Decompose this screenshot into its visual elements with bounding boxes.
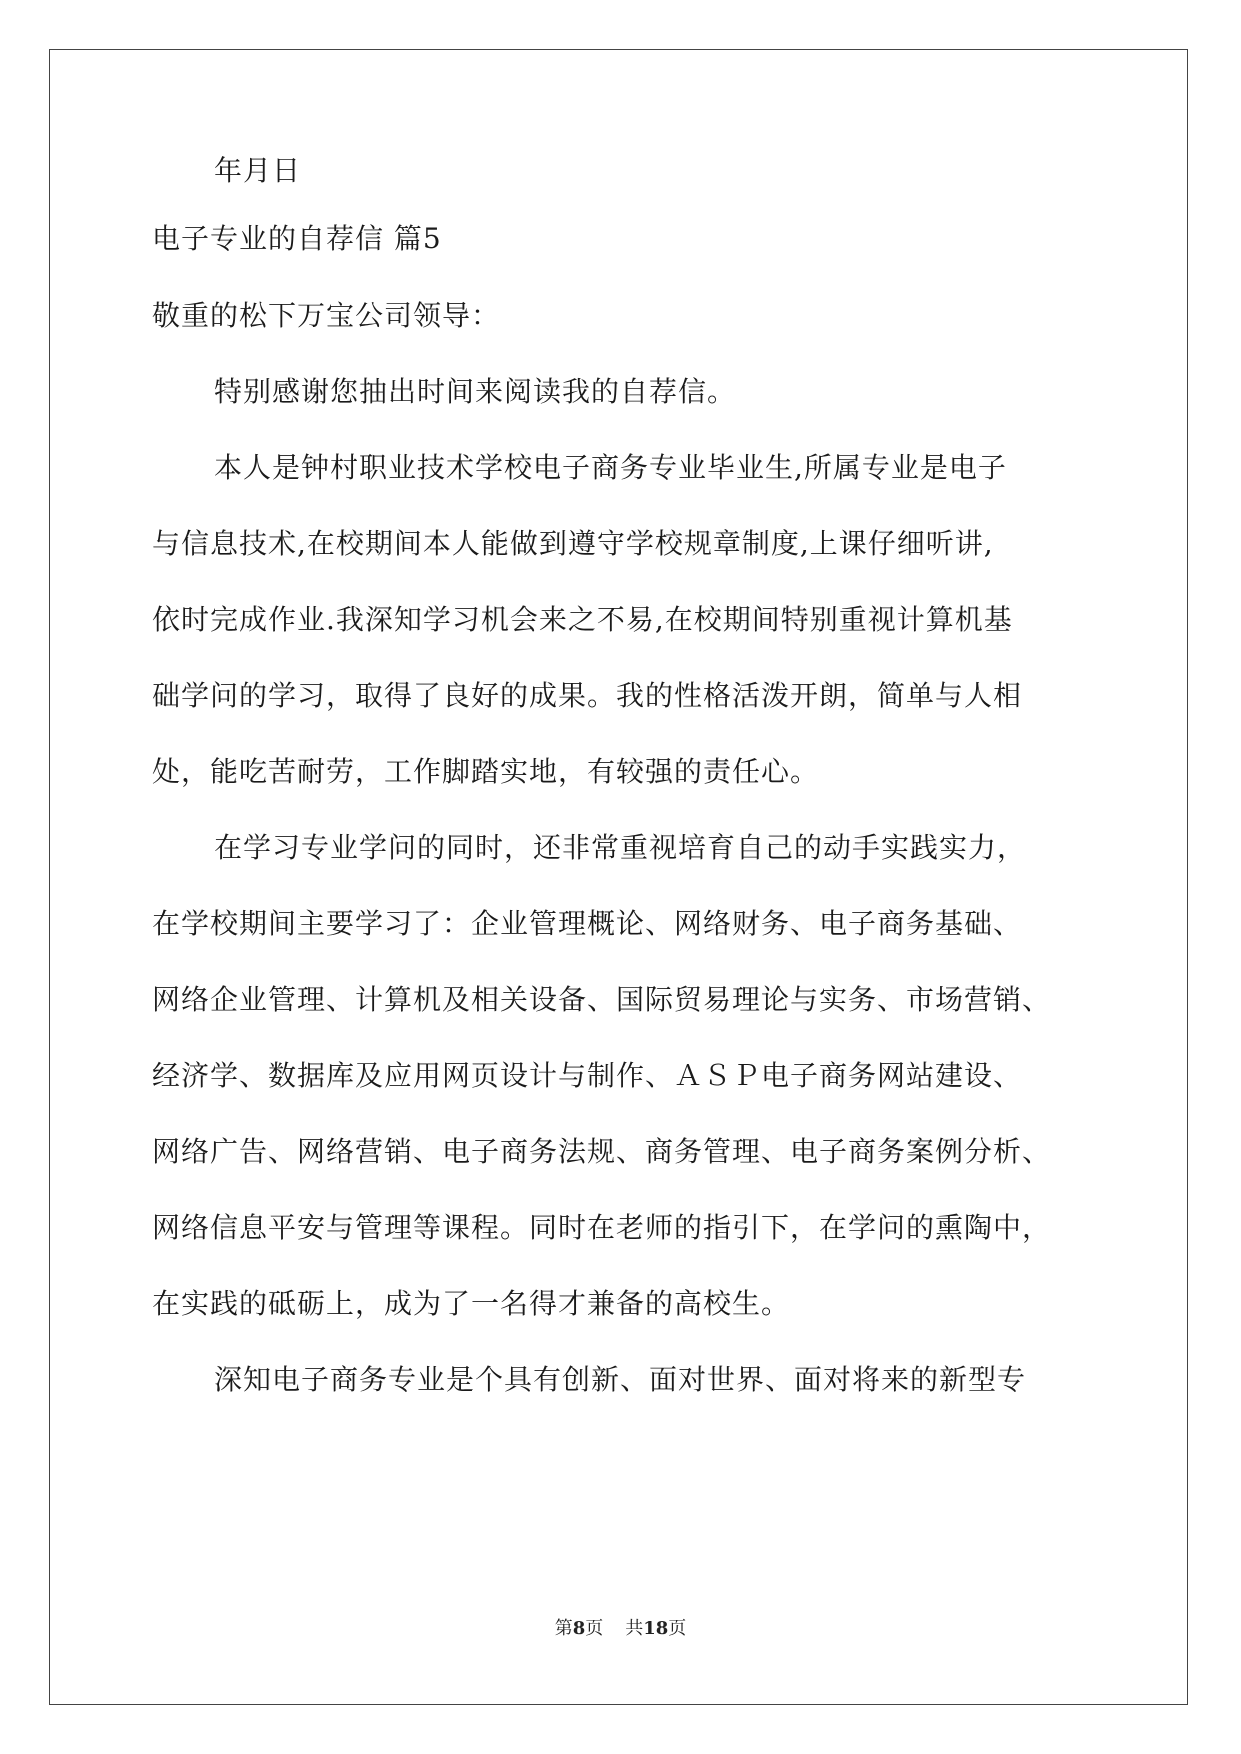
paragraph-line: 特别感谢您抽出时间来阅读我的自荐信。 <box>214 375 737 408</box>
total-suffix: 页 <box>668 1618 687 1639</box>
page-suffix: 页 <box>585 1618 604 1639</box>
paragraph-line: 深知电子商务专业是个具有创新、面对世界、面对将来的新型专 <box>214 1363 1027 1396</box>
page-footer <box>0 1617 1241 1641</box>
total-prefix: 共 <box>625 1618 644 1639</box>
section-heading: 电子专业的自荐信 篇5 <box>152 222 442 255</box>
salutation: 敬重的松下万宝公司领导： <box>152 299 501 332</box>
paragraph-line: 在学习专业学问的同时，还非常重视培育自己的动手实践实力， <box>214 831 1027 864</box>
paragraph-line: 网络信息平安与管理等课程。同时在老师的指引下，在学问的熏陶中， <box>152 1211 1052 1244</box>
paragraph-line: 依时完成作业.我深知学习机会来之不易,在校期间特别重视计算机基 <box>152 603 1013 636</box>
page-number: 8 <box>572 1618 586 1639</box>
paragraph-line: 网络广告、网络营销、电子商务法规、商务管理、电子商务案例分析、 <box>152 1135 1052 1168</box>
paragraph-line: 础学问的学习，取得了良好的成果。我的性格活泼开朗，简单与人相 <box>152 679 1023 712</box>
paragraph-line: 在学校期间主要学习了：企业管理概论、网络财务、电子商务基础、 <box>152 907 1023 940</box>
paragraph-line: 处，能吃苦耐劳，工作脚踏实地，有较强的责任心。 <box>152 755 820 788</box>
date-line: 年月日 <box>214 154 302 187</box>
page-prefix: 第 <box>554 1618 573 1639</box>
total-pages: 18 <box>643 1618 669 1639</box>
paragraph-line: 网络企业管理、计算机及相关设备、国际贸易理论与实务、市场营销、 <box>152 983 1052 1016</box>
paragraph-line: 本人是钟村职业技术学校电子商务专业毕业生,所属专业是电子 <box>214 451 1007 484</box>
paragraph-line: 与信息技术,在校期间本人能做到遵守学校规章制度,上课仔细听讲, <box>152 527 994 560</box>
paragraph-line: 在实践的砥砺上，成为了一名得才兼备的高校生。 <box>152 1287 791 1320</box>
paragraph-line: 经济学、数据库及应用网页设计与制作、ＡＳＰ电子商务网站建设、 <box>152 1059 1023 1092</box>
